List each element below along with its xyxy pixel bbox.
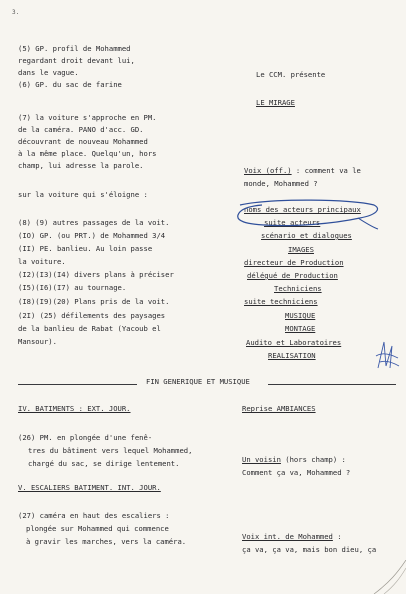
credit-line: MUSIQUE — [285, 311, 316, 320]
credit-line: directeur de Production — [244, 258, 344, 267]
credit-line: noms des acteurs principaux — [244, 205, 361, 214]
credit-line: suite acteurs — [264, 218, 321, 227]
credit-line: REALISATION — [268, 351, 316, 360]
film-title: LE MIRAGE — [256, 98, 295, 107]
page-fold — [360, 560, 406, 594]
voisin-text: (hors champ) : — [280, 455, 346, 464]
divider-label: FIN GENERIQUE ET MUSIQUE — [146, 377, 250, 386]
shot-line: à la même place. Quelqu'un, hors — [18, 149, 157, 158]
voisin-line — [242, 455, 346, 465]
divider-right — [268, 384, 396, 385]
voisin-label: Un voisin — [242, 455, 281, 464]
credit-line: suite techniciens — [244, 297, 318, 306]
shot-line: découvrant de nouveau Mohammed — [18, 137, 148, 146]
divider-left — [18, 384, 137, 385]
voisin-line-2: Comment ça va, Mohammed ? — [242, 468, 351, 477]
shot-line: (6) GP. du sac de farine — [18, 80, 122, 89]
shot-line: Mansour). — [18, 337, 57, 346]
scene-heading: IV. BATIMENTS : EXT. JOUR. — [18, 404, 131, 413]
voix-int-label: Voix int. de Mohammed — [242, 532, 333, 541]
scene-line: plongée sur Mohammed qui commence — [26, 524, 169, 533]
shot-line: champ, lui adresse la parole. — [18, 161, 144, 170]
shot-line: (II) PE. banlieu. Au loin passe — [18, 244, 153, 253]
shot-line: (5) GP. profil de Mohammed — [18, 44, 131, 53]
shot-line: de la caméra. PANO d'acc. GD. — [18, 125, 144, 134]
shot-line: (7) la voiture s'approche en PM. — [18, 113, 157, 122]
shot-line: (I8)(I9)(20) Plans pris de la voit. — [18, 297, 170, 306]
scene-line: (27) caméra en haut des escaliers : — [18, 511, 170, 520]
voix-int-text: : — [332, 532, 342, 541]
presents-line: Le CCM. présente — [256, 70, 326, 79]
corner-mark: 3. — [12, 9, 20, 16]
voice-off-line-2: monde, Mohammed ? — [244, 179, 318, 188]
voix-int-line-2: ça va, ça va, mais bon dieu, ça — [242, 545, 377, 554]
credit-line: MONTAGE — [285, 324, 316, 333]
reprise-ambiances: Reprise AMBIANCES — [242, 404, 316, 413]
credit-line: Techniciens — [274, 284, 322, 293]
shot-line: la voiture. — [18, 257, 66, 266]
shot-line: (I5)(I6)(I7) au tournage. — [18, 283, 127, 292]
scene-line: chargé du sac, se dirige lentement. — [28, 459, 180, 468]
shot-line: de la banlieu de Rabat (Yacoub el — [18, 324, 161, 333]
shot-line: (8) (9) autres passages de la voit. — [18, 218, 170, 227]
shot-line: regardant droit devant lui, — [18, 56, 135, 65]
pen-loop-annotation — [232, 199, 382, 233]
credit-line: Audito et Laboratoires — [246, 338, 342, 347]
shot-line: dans le vague. — [18, 68, 79, 77]
scene-heading: V. ESCALIERS BATIMENT. INT. JOUR. — [18, 483, 161, 492]
shot-line: sur la voiture qui s'éloigne : — [18, 190, 148, 199]
voice-off-label: Voix (off.) — [244, 166, 292, 175]
credit-line: scénario et dialogues — [261, 231, 352, 240]
credit-line: délégué de Production — [247, 271, 338, 280]
shot-line: (2I) (25) défilements des paysages — [18, 311, 166, 320]
voix-int-line — [242, 532, 342, 542]
scene-line: (26) PM. en plongée d'une fenê- — [18, 433, 153, 442]
voice-off-line — [244, 166, 361, 176]
scene-line: à gravir les marches, vers la caméra. — [26, 537, 187, 546]
pen-doodle — [372, 338, 402, 374]
credit-line: IMAGES — [288, 245, 314, 254]
shot-line: (I2)(I3)(I4) divers plans à préciser — [18, 270, 174, 279]
shot-line: (IO) GP. (ou PRT.) de Mohammed 3/4 — [18, 231, 166, 240]
voice-off-text: : comment va le — [291, 166, 361, 175]
scene-line: tres du bâtiment vers lequel Mohammed, — [28, 446, 193, 455]
